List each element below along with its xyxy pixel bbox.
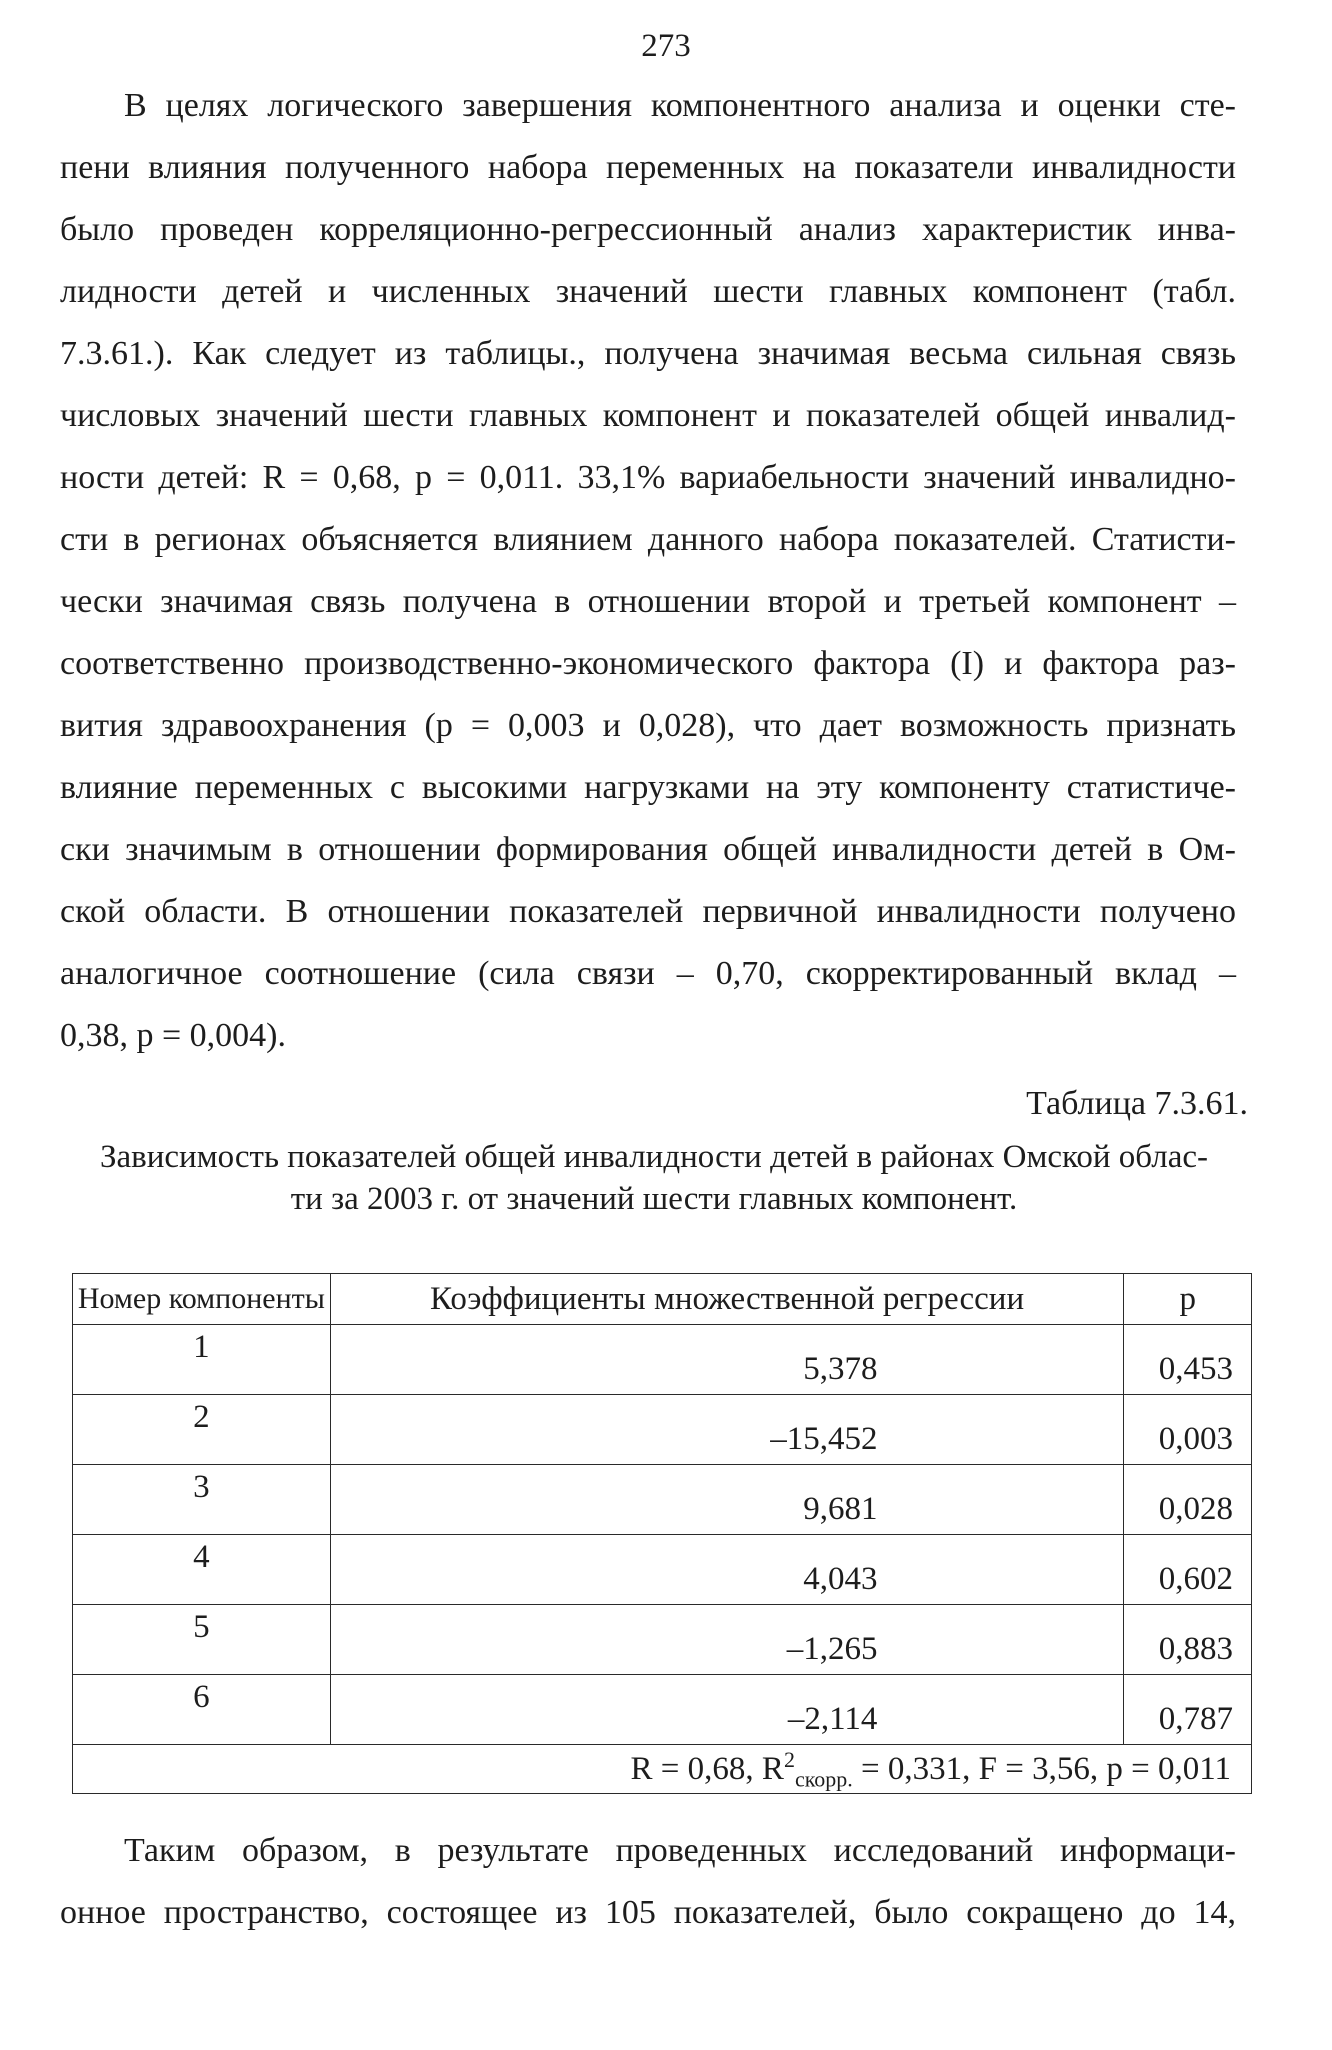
text-line: чески значимая связь получена в отношении второй и третьей компонент – bbox=[60, 583, 1236, 620]
text-line: ски значимым в отношении формирования общей инвалидности детей в Ом- bbox=[60, 831, 1236, 868]
summary-cell bbox=[73, 1745, 1252, 1794]
header-coefficient: Коэффициенты множественной регрессии bbox=[330, 1274, 1124, 1325]
cell-p: 0,883 bbox=[1124, 1605, 1252, 1675]
text-line: Таким образом, в результате проведенных исследований информаци- bbox=[124, 1832, 1236, 1869]
cell-coefficient: –2,114 bbox=[330, 1675, 1124, 1745]
cell-p: 0,787 bbox=[1124, 1675, 1252, 1745]
table-row bbox=[73, 1465, 1252, 1535]
cell-component: 2 bbox=[73, 1395, 331, 1465]
cell-component: 4 bbox=[73, 1535, 331, 1605]
table-title-line: Зависимость показателей общей инвалидности детей в районах Омской облас- bbox=[99, 1139, 1209, 1175]
summary-sup: 2 bbox=[783, 1746, 795, 1772]
header-p: р bbox=[1124, 1274, 1252, 1325]
cell-component: 3 bbox=[73, 1465, 331, 1535]
summary-r: R = 0,68, R bbox=[630, 1750, 784, 1787]
cell-p: 0,602 bbox=[1124, 1535, 1252, 1605]
table-label: Таблица 7.3.61. bbox=[1026, 1085, 1248, 1122]
cell-coefficient: –15,452 bbox=[330, 1395, 1124, 1465]
text-line: соответственно производственно-экономического фактора (I) и фактора раз- bbox=[60, 645, 1236, 682]
table-title bbox=[60, 1136, 1248, 1220]
regression-table bbox=[72, 1273, 1252, 1794]
text-line: ности детей: R = 0,68, р = 0,011. 33,1% вариабельности значений инвалидно- bbox=[60, 459, 1236, 496]
text-line: 0,38, р = 0,004). bbox=[60, 1017, 286, 1054]
cell-p: 0,453 bbox=[1124, 1325, 1252, 1395]
cell-p: 0,028 bbox=[1124, 1465, 1252, 1535]
header-component: Номер компоненты bbox=[73, 1274, 331, 1325]
text-line: онное пространство, состоящее из 105 показателей, было сокращено до 14, bbox=[60, 1894, 1236, 1931]
table-header-row bbox=[73, 1274, 1252, 1325]
summary-rest: = 0,331, F = 3,56, р = 0,011 bbox=[852, 1750, 1231, 1787]
text-line: влияние переменных с высокими нагрузками на эту компоненту статистиче- bbox=[60, 769, 1236, 806]
text-line: сти в регионах объясняется влиянием данного набора показателей. Статисти- bbox=[60, 521, 1236, 558]
text-line: аналогичное соотношение (сила связи – 0,70, скорректированный вклад – bbox=[60, 955, 1236, 992]
table-summary-row bbox=[73, 1745, 1252, 1794]
table-row bbox=[73, 1535, 1252, 1605]
cell-coefficient: 5,378 bbox=[330, 1325, 1124, 1395]
cell-p: 0,003 bbox=[1124, 1395, 1252, 1465]
table-row bbox=[73, 1675, 1252, 1745]
cell-component: 6 bbox=[73, 1675, 331, 1745]
table-row bbox=[73, 1325, 1252, 1395]
text-line: числовых значений шести главных компонент и показателей общей инвалид- bbox=[60, 397, 1236, 434]
text-line: пени влияния полученного набора переменных на показатели инвалидности bbox=[60, 149, 1236, 186]
cell-coefficient: 4,043 bbox=[330, 1535, 1124, 1605]
table-row bbox=[73, 1605, 1252, 1675]
text-line: было проведен корреляционно-регрессионный анализ характеристик инва- bbox=[60, 211, 1236, 248]
table-title-line: ти за 2003 г. от значений шести главных компонент. bbox=[290, 1181, 1018, 1217]
text-line: ской области. В отношении показателей первичной инвалидности получено bbox=[60, 893, 1236, 930]
text-line: 7.3.61.). Как следует из таблицы., получена значимая весьма сильная связь bbox=[60, 335, 1236, 372]
cell-component: 1 bbox=[73, 1325, 331, 1395]
cell-coefficient: –1,265 bbox=[330, 1605, 1124, 1675]
paragraph-main bbox=[60, 75, 1236, 1067]
text-line: В целях логического завершения компонентного анализа и оценки сте- bbox=[124, 87, 1236, 124]
cell-component: 5 bbox=[73, 1605, 331, 1675]
cell-coefficient: 9,681 bbox=[330, 1465, 1124, 1535]
page-number: 273 bbox=[641, 28, 691, 64]
table-row bbox=[73, 1395, 1252, 1465]
paragraph-conclusion bbox=[60, 1820, 1236, 1944]
text-line: вития здравоохранения (р = 0,003 и 0,028), что дает возможность признать bbox=[60, 707, 1236, 744]
text-line: лидности детей и численных значений шести главных компонент (табл. bbox=[60, 273, 1236, 310]
summary-sub: скорр. bbox=[794, 1766, 853, 1792]
